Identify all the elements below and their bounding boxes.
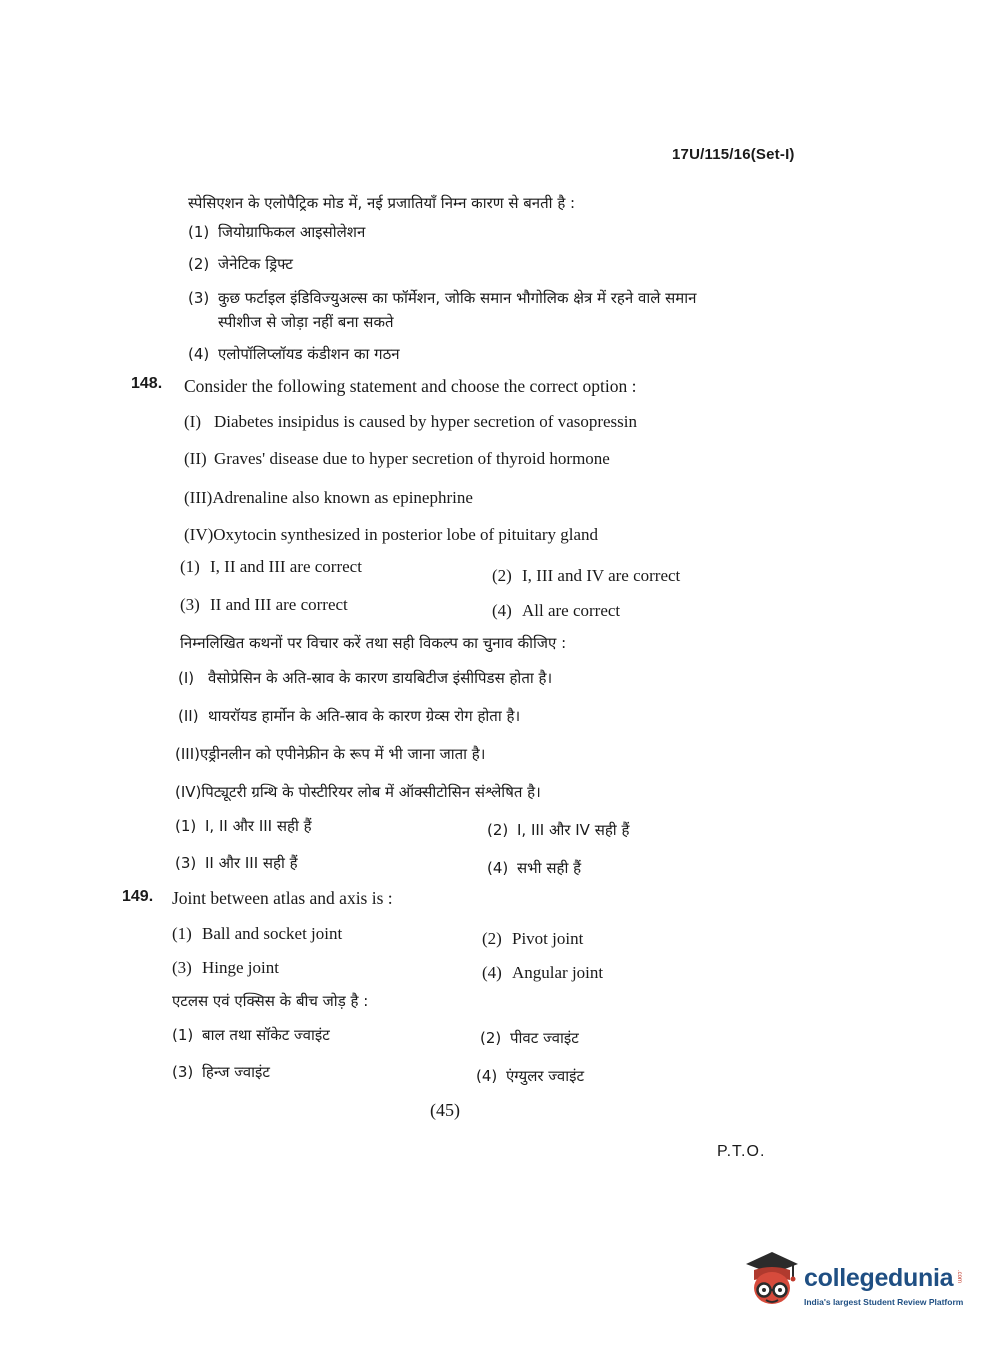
prev-option-4-hi: (4) एलोपॉलिप्लॉयड कंडीशन का गठन bbox=[188, 345, 400, 363]
q148-option-2-en: (2) I, III and IV are correct bbox=[492, 566, 681, 585]
prev-option-3-hi-cont: स्पीशीज से जोड़ा नहीं बना सकते bbox=[218, 313, 394, 331]
q148-statement-2-en: (II) Graves' disease due to hyper secretion of thyroid hormone bbox=[184, 449, 610, 468]
q148-option-4-en: (4) All are correct bbox=[492, 601, 621, 620]
q149-option-2-hi: (2) पीवट ज्वाइंट bbox=[480, 1029, 579, 1047]
q149-stem-en: Joint between atlas and axis is : bbox=[172, 888, 393, 908]
question-number-149: 149. bbox=[122, 888, 154, 905]
q148-option-1-hi: (1) I, II और III सही हैं bbox=[175, 817, 312, 835]
brand-tagline: India's largest Student Review Platform bbox=[804, 1297, 964, 1307]
q149-stem-hi: एटलस एवं एक्सिस के बीच जोड़ है : bbox=[172, 992, 369, 1010]
q148-statement-4-hi: (IV)पिट्यूटरी ग्रन्थि के पोस्टीरियर लोब में ऑक्सीटोसिन संश्लेषित है। bbox=[175, 783, 541, 801]
q148-statement-3-hi: (III)एड्रीनलीन को एपीनेफ्रीन के रूप में भी जाना जाता है। bbox=[175, 745, 486, 763]
q148-option-4-hi: (4) सभी सही हैं bbox=[487, 859, 582, 877]
brand-suffix: .com bbox=[956, 1270, 962, 1284]
q149-option-2-en: (2) Pivot joint bbox=[482, 929, 584, 948]
brand-name: collegedunia bbox=[804, 1264, 954, 1292]
pto-label: P.T.O. bbox=[717, 1143, 766, 1160]
q148-statement-1-en: (I) Diabetes insipidus is caused by hyper secretion of vasopressin bbox=[184, 412, 638, 431]
prev-option-2-hi: (2) जेनेटिक ड्रिफ्ट bbox=[188, 255, 293, 273]
q148-option-3-en: (3) II and III are correct bbox=[180, 595, 348, 614]
q149-option-1-hi: (1) बाल तथा सॉकेट ज्वाइंट bbox=[172, 1026, 330, 1044]
prev-option-3-hi: (3) कुछ फर्टाइल इंडिविज्युअल्स का फॉर्मेशन, जोकि समान भौगोलिक क्षेत्र में रहने वाले समान bbox=[188, 289, 697, 307]
q149-option-3-en: (3) Hinge joint bbox=[172, 958, 279, 977]
q148-stem-hi: निम्नलिखित कथनों पर विचार करें तथा सही विकल्प का चुनाव कीजिए : bbox=[180, 634, 567, 652]
q149-option-1-en: (1) Ball and socket joint bbox=[172, 924, 343, 943]
q148-statement-1-hi: (I) वैसोप्रेसिन के अति-स्राव के कारण डायबिटीज इंसीपिडस होता है। bbox=[178, 669, 553, 687]
q149-option-4-hi: (4) एंग्युलर ज्वाइंट bbox=[476, 1067, 585, 1085]
student-mascot-icon bbox=[742, 1250, 802, 1312]
q148-statement-3-en: (III)Adrenaline also known as epinephrine bbox=[184, 488, 473, 507]
q148-option-3-hi: (3) II और III सही हैं bbox=[175, 854, 298, 872]
paper-code: 17U/115/16(Set-I) bbox=[672, 146, 795, 163]
q148-option-2-hi: (2) I, III और IV सही हैं bbox=[487, 821, 630, 839]
q149-option-4-en: (4) Angular joint bbox=[482, 963, 604, 982]
question-number-148: 148. bbox=[131, 375, 163, 392]
q148-statement-2-hi: (II) थायरॉयड हार्मोन के अति-स्राव के कारण ग्रेव्स रोग होता है। bbox=[178, 707, 521, 725]
q148-option-1-en: (1) I, II and III are correct bbox=[180, 557, 362, 576]
prev-option-1-hi: (1) जियोग्राफिकल आइसोलेशन bbox=[188, 223, 366, 241]
q148-statement-4-en: (IV)Oxytocin synthesized in posterior lobe of pituitary gland bbox=[184, 525, 599, 544]
q148-stem-en: Consider the following statement and choose the correct option : bbox=[184, 376, 637, 396]
page-number: (45) bbox=[430, 1100, 460, 1120]
collegedunia-logo bbox=[742, 1250, 967, 1312]
prev-question-stem-hi: स्पेसिएशन के एलोपैट्रिक मोड में, नई प्रजातियाँ निम्न कारण से बनती है : bbox=[188, 194, 576, 212]
q149-option-3-hi: (3) हिन्ज ज्वाइंट bbox=[172, 1063, 270, 1081]
